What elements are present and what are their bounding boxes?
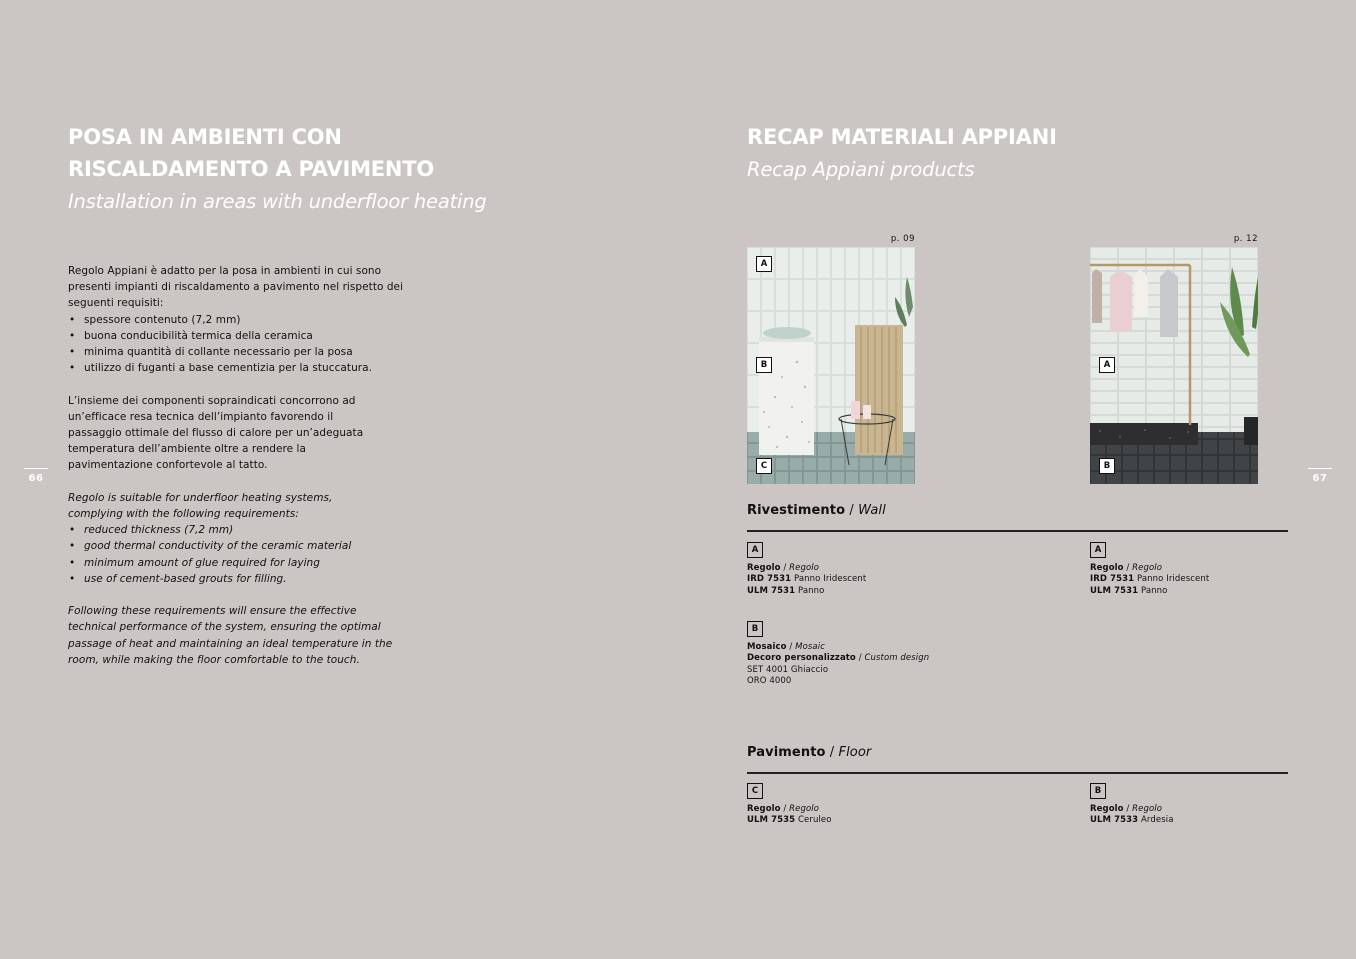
spec-product: Regolo [747,563,781,573]
it-bullet-list [68,312,408,377]
floor-item-tag-b: B [1090,783,1106,799]
spec-color: Panno Iridescent [794,574,867,585]
floor-section-rule [747,772,1288,774]
right-subtitle: Recap Appiani products [747,158,975,181]
spec-product: Mosaico [747,642,787,652]
en-bullet: • minimum amount of glue required for laying [68,555,408,571]
page-number-left [24,468,48,484]
it-bullet: • utilizzo di fuganti a base cementizia per la stuccatura. [68,360,408,376]
bathroom-photo-image [747,247,915,484]
page-number-rule [24,468,48,469]
wall-item-spec: Regolo / Regolo IRD 7531 Panno Iridescent ULM 7531 Panno [747,563,867,596]
left-body [68,263,408,668]
spec-code: ULM 7531 [747,585,796,596]
clothes-rack-photo-image [1090,247,1258,484]
left-title [68,121,434,185]
en-bullet: • good thermal conductivity of the ceramic material [68,538,408,554]
photo-bathroom-vanity [747,247,915,484]
photo-tag-c: C [756,458,772,474]
en-bullet-list [68,522,408,587]
spec-color: Ardesia [1141,815,1174,826]
spec-color: Panno [798,585,825,596]
page-number-right-text: 67 [1312,473,1328,484]
floor-item-c [747,783,1047,827]
wall-item-a [747,542,1047,597]
wall-section-rule [747,530,1288,532]
spec-code: IRD 7531 [747,574,792,585]
floor-label-en: Floor [838,745,872,760]
en-closing: Following these requirements will ensure the effective technical performance of the system, ensuring the optimal passage of heat and maintaining an ideal temperature in the room, while making the floor comfortable to the touch. [68,605,393,666]
photo2-tag-a: A [1099,357,1115,373]
left-title-line1: POSA IN AMBIENTI CON [68,125,342,149]
floor-label-it: Pavimento [747,745,826,760]
spec-design-en: Custom design [864,653,930,664]
it-bullet: • spessore contenuto (7,2 mm) [68,312,408,328]
spec-product: Regolo [1090,563,1124,573]
en-intro: Regolo is suitable for underfloor heating systems, complying with the following requirements: [68,491,333,521]
spec-code: ULM 7533 [1090,815,1139,826]
page-number-right [1308,468,1332,484]
floor-item-spec: Regolo / Regolo ULM 7533 Ardesia [1090,804,1174,826]
spec-set: ORO 4000 [747,675,792,686]
wall-item-tag-a: A [747,542,763,558]
it-bullet: • buona conducibilità termica della ceramica [68,328,408,344]
page-number-left-text: 66 [28,473,44,484]
floor-item-spec: Regolo / Regolo ULM 7535 Ceruleo [747,804,832,826]
spec-product-en: Regolo [789,804,820,814]
it-intro: Regolo Appiani è adatto per la posa in ambienti in cui sono presenti impianti di riscaldamento a pavimento nel rispetto dei seguenti requisiti: [68,265,404,310]
wall-label-it: Rivestimento [747,503,846,518]
floor-item-b [1090,783,1290,827]
wall-label-en: Wall [858,503,886,518]
wall-separator: / [845,503,859,518]
left-title-line2: RISCALDAMENTO A PAVIMENTO [68,157,435,181]
spec-design: Decoro personalizzato [747,653,856,664]
it-closing: L’insieme dei componenti sopraindicati concorrono ad un’efficace resa tecnica dell’impianto favorendo il passaggio ottimale del flusso di calore per un’adeguata temperatura dell’ambiente oltre a rendere la pavimentazione confortevole al tatto. [68,394,364,472]
wall-item-tag-a: A [1090,542,1106,558]
spec-code: ULM 7531 [1090,585,1139,596]
spec-color: Panno Iridescent [1137,574,1210,585]
photo-clothes-rack [1090,247,1258,484]
wall-section-heading [747,503,886,518]
floor-item-tag-c: C [747,783,763,799]
wall-item-spec: Regolo / Regolo IRD 7531 Panno Iridescent ULM 7531 Panno [1090,563,1210,596]
photo2-page-ref: p. 12 [1233,234,1258,244]
photo2-tag-b: B [1099,458,1115,474]
en-bullet: • reduced thickness (7,2 mm) [68,522,408,538]
left-subtitle: Installation in areas with underfloor heating [68,190,487,213]
wall-item-spec: Mosaico / Mosaic Decoro personalizzato / Custom design SET 4001 Ghiaccio ORO 4000 [747,642,1047,687]
spec-color: Panno [1141,585,1168,596]
spec-code: IRD 7531 [1090,574,1135,585]
floor-section-heading [747,745,871,760]
spec-set: SET 4001 Ghiaccio [747,664,829,675]
wall-item-tag-b: B [747,621,763,637]
wall-item-a-col2 [1090,542,1290,597]
right-title: RECAP MATERIALI APPIANI [747,125,1057,149]
page-number-rule [1308,468,1332,469]
spec-product-en: Regolo [789,563,820,573]
spec-color: Ceruleo [798,815,832,826]
en-bullet: • use of cement-based grouts for filling. [68,571,408,587]
photo-tag-b: B [756,357,772,373]
spec-product-en: Regolo [1132,563,1163,573]
spec-code: ULM 7535 [747,815,796,826]
it-bullet: • minima quantità di collante necessario per la posa [68,344,408,360]
wall-item-b [747,621,1047,687]
photo-tag-a: A [756,256,772,272]
spec-product-en: Mosaic [795,642,825,652]
spec-product: Regolo [747,804,781,814]
photo1-page-ref: p. 09 [890,234,915,244]
spec-product: Regolo [1090,804,1124,814]
floor-separator: / [825,745,839,760]
spec-product-en: Regolo [1132,804,1163,814]
